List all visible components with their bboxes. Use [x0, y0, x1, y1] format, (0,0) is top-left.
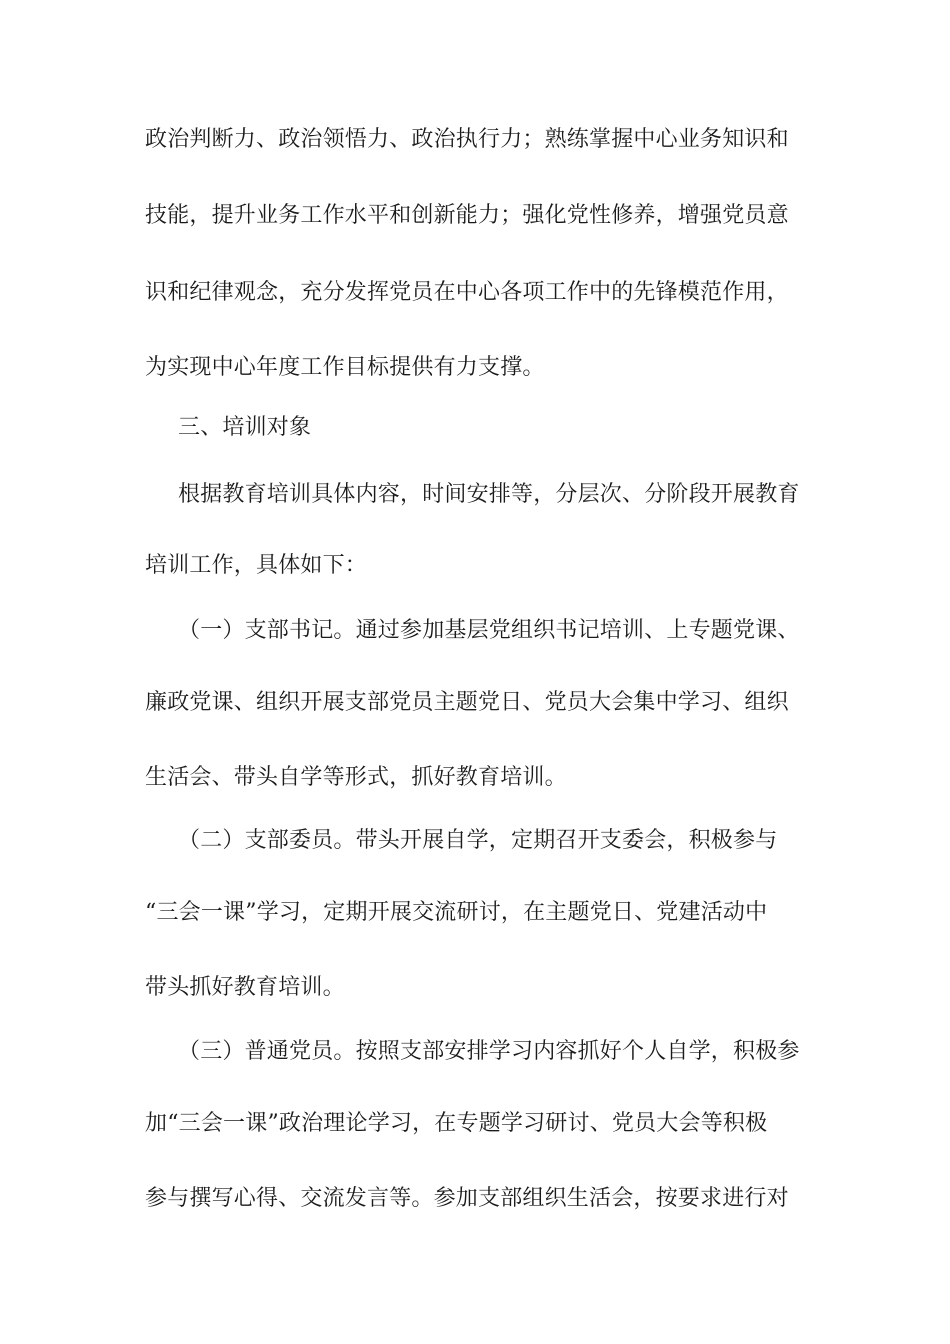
- paragraph-line: “三会一课”学习，定期开展交流研讨，在主题党日、党建活动中: [145, 900, 768, 925]
- paragraph-line: 根据教育培训具体内容，时间安排等，分层次、分阶段开展教育: [178, 482, 800, 507]
- paragraph-line: 加“三会一课”政治理论学习，在专题学习研讨、党员大会等积极: [145, 1111, 768, 1136]
- paragraph-line: 生活会、带头自学等形式，抓好教育培训。: [145, 765, 567, 790]
- paragraph-line: （三）普通党员。按照支部安排学习内容抓好个人自学，积极参: [178, 1039, 800, 1064]
- section-heading: 三、培训对象: [178, 415, 312, 440]
- paragraph-line: 政治判断力、政治领悟力、政治执行力；熟练掌握中心业务知识和: [145, 127, 789, 152]
- paragraph-line: 带头抓好教育培训。: [145, 975, 345, 1000]
- paragraph-line: 培训工作，具体如下：: [145, 553, 368, 578]
- paragraph-line: 识和纪律观念，充分发挥党员在中心各项工作中的先锋模范作用，: [145, 280, 789, 305]
- paragraph-line: （一）支部书记。通过参加基层党组织书记培训、上专题党课、: [178, 618, 800, 643]
- paragraph-line: （二）支部委员。带头开展自学，定期召开支委会，积极参与: [178, 828, 778, 853]
- paragraph-line: 为实现中心年度工作目标提供有力支撑。: [145, 355, 545, 380]
- paragraph-line: 技能，提升业务工作水平和创新能力；强化党性修养，增强党员意: [145, 203, 789, 228]
- paragraph-line: 廉政党课、组织开展支部党员主题党日、党员大会集中学习、组织: [145, 690, 789, 715]
- paragraph-line: 参与撰写心得、交流发言等。参加支部组织生活会，按要求进行对: [145, 1186, 789, 1211]
